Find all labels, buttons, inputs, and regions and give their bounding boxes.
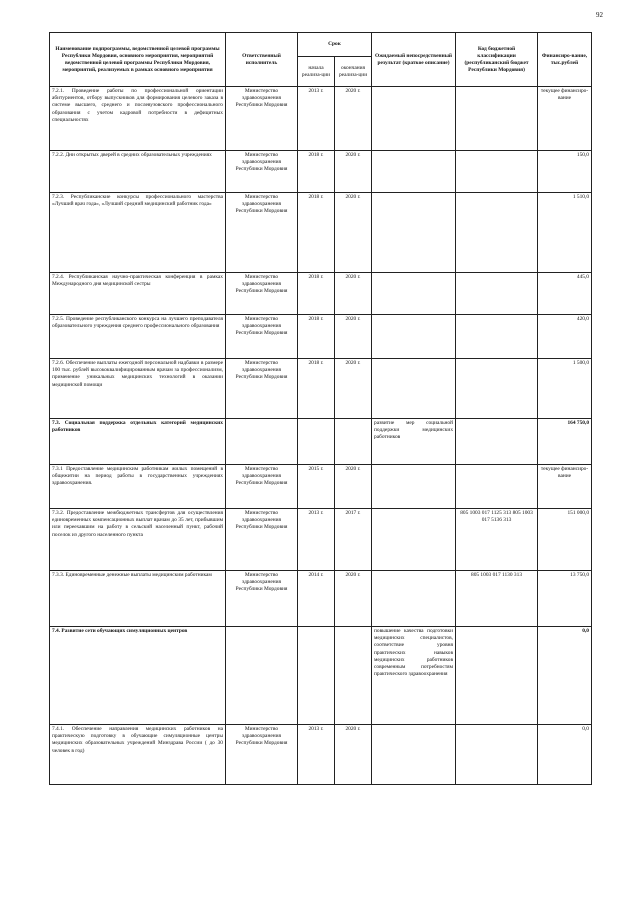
budget-code bbox=[456, 151, 538, 193]
term-start: 2018 г. bbox=[298, 151, 335, 193]
financing-amount: текущее финансиро-вание bbox=[538, 465, 592, 509]
expected-result bbox=[372, 151, 456, 193]
responsible-executor: Министерство здравоохранения Республики Мордовия bbox=[226, 359, 298, 419]
table-row bbox=[50, 465, 592, 509]
term-end bbox=[335, 419, 372, 465]
table-row bbox=[50, 725, 592, 785]
table-row bbox=[50, 87, 592, 151]
expected-result bbox=[372, 359, 456, 419]
budget-code bbox=[456, 87, 538, 151]
expected-result bbox=[372, 315, 456, 359]
responsible-executor: Министерство здравоохранения Республики Мордовия bbox=[226, 87, 298, 151]
table-row bbox=[50, 315, 592, 359]
table-row bbox=[50, 193, 592, 273]
budget-code bbox=[456, 273, 538, 315]
term-end: 2020 г. bbox=[335, 151, 372, 193]
activity-name: 7.3.1 Предоставление медицинским работникам жилых помещений в общежитии на период работы в государственных учреждениях здравоохранения. bbox=[50, 465, 226, 509]
table-row bbox=[50, 509, 592, 571]
activity-name: 7.2.5. Проведение республиканского конкурса на лучшего преподавателя образовательного учреждения среднего профессионального образования bbox=[50, 315, 226, 359]
table-row bbox=[50, 151, 592, 193]
term-end bbox=[335, 627, 372, 725]
term-start: 2018 г. bbox=[298, 273, 335, 315]
activity-name: 7.2.2. Дни открытых дверей в средних образовательных учреждениях bbox=[50, 151, 226, 193]
term-start: 2018 г. bbox=[298, 359, 335, 419]
financing-amount: 1 500,0 bbox=[538, 359, 592, 419]
financing-amount: 445,0 bbox=[538, 273, 592, 315]
term-end: 2020 г. bbox=[335, 571, 372, 627]
financing-amount: 151 000,0 bbox=[538, 509, 592, 571]
expected-result: повышение качества подготовки медицинских специалистов, соответствие уровня практических навыков медицинских работников современным потребностям практического здравоохранения bbox=[372, 627, 456, 725]
activity-name: 7.4. Развитие сети обучающих симуляционных центров bbox=[50, 627, 226, 725]
expected-result bbox=[372, 725, 456, 785]
term-end: 2020 г. bbox=[335, 87, 372, 151]
header-name: Наименование подпрограммы, ведомственной целевой программы Республики Мордовия, основного мероприятия, мероприятий ведомственной целевой программы Республики Мордовия, мероприятий, реализуемых в рамках основного мероприятия bbox=[50, 33, 226, 87]
term-end: 2020 г. bbox=[335, 193, 372, 273]
term-start: 2015 г. bbox=[298, 465, 335, 509]
financing-amount: 0,0 bbox=[538, 725, 592, 785]
responsible-executor: Министерство здравоохранения Республики Мордовия bbox=[226, 725, 298, 785]
section-row bbox=[50, 627, 592, 725]
expected-result bbox=[372, 87, 456, 151]
activity-name: 7.2.6. Обеспечение выплаты ежегодной персональной надбавки в размере 100 тыс. рублей высококвалифицированным врачам за профессионализм, применение уникальных медицинских технологий в оказании медицинской помощи bbox=[50, 359, 226, 419]
term-start: 2018 г. bbox=[298, 315, 335, 359]
budget-code bbox=[456, 359, 538, 419]
term-end: 2020 г. bbox=[335, 465, 372, 509]
responsible-executor: Министерство здравоохранения Республики Мордовия bbox=[226, 465, 298, 509]
table-row bbox=[50, 273, 592, 315]
financing-amount: 1 510,0 bbox=[538, 193, 592, 273]
activity-name: 7.2.4. Республиканская научно-практическая конференция в рамках Международного дня медицинской сестры bbox=[50, 273, 226, 315]
term-start: 2013 г. bbox=[298, 509, 335, 571]
table-row bbox=[50, 571, 592, 627]
financing-amount: текущее финансиро-вание bbox=[538, 87, 592, 151]
budget-code: 805 1003 017 1125 313 805 1003 017 5136 313 bbox=[456, 509, 538, 571]
responsible-executor: Министерство здравоохранения Республики Мордовия bbox=[226, 315, 298, 359]
responsible-executor: Министерство здравоохранения Республики Мордовия bbox=[226, 571, 298, 627]
header-code: Код бюджетной классификации (республиканский бюджет Республики Мордовия) bbox=[456, 33, 538, 87]
term-start bbox=[298, 419, 335, 465]
term-start: 2014 г. bbox=[298, 571, 335, 627]
expected-result bbox=[372, 193, 456, 273]
expected-result: развитие мер социальной поддержки медицинских работников bbox=[372, 419, 456, 465]
activity-name: 7.3.3. Единовременные денежные выплаты медицинским работникам bbox=[50, 571, 226, 627]
table-row bbox=[50, 359, 592, 419]
responsible-executor bbox=[226, 627, 298, 725]
term-end: 2020 г. bbox=[335, 359, 372, 419]
activity-name: 7.4.1. Обеспечение направления медицинских работников на практическую подготовку в обучающие симуляционные центры медицинских образовательных учреждений Минздрава России ( до 30 человек в год) bbox=[50, 725, 226, 785]
budget-code bbox=[456, 627, 538, 725]
budget-code bbox=[456, 465, 538, 509]
expected-result bbox=[372, 571, 456, 627]
budget-code bbox=[456, 315, 538, 359]
section-row bbox=[50, 419, 592, 465]
activity-name: 7.3.2. Предоставление межбюджетных трансфертов для осуществления единовременных компенсационных выплат врачам до 35 лет, прибывшим или переехавшим на работу в сельский населенный пункт, рабочий поселок из другого населенного пункта bbox=[50, 509, 226, 571]
term-start: 2013 г. bbox=[298, 725, 335, 785]
activity-name: 7.2.3. Республиканские конкурсы профессионального мастерства «Лучший врач года», «Лучший средний медицинский работник года» bbox=[50, 193, 226, 273]
financing-amount: 150,0 bbox=[538, 151, 592, 193]
financing-amount: 420,0 bbox=[538, 315, 592, 359]
header-finance: Финансиро-вание, тыс.рублей bbox=[538, 33, 592, 87]
term-end: 2020 г. bbox=[335, 725, 372, 785]
header-term-end: окончания реализа-ции bbox=[335, 57, 372, 87]
responsible-executor: Министерство здравоохранения Республики Мордовия bbox=[226, 509, 298, 571]
financing-amount: 164 750,0 bbox=[538, 419, 592, 465]
financing-amount: 13 750,0 bbox=[538, 571, 592, 627]
budget-code bbox=[456, 419, 538, 465]
program-activities-table bbox=[49, 32, 592, 785]
expected-result bbox=[372, 509, 456, 571]
expected-result bbox=[372, 465, 456, 509]
header-result: Ожидаемый непосредственный результат (краткое описание) bbox=[372, 33, 456, 87]
header-term-start: начала реализа-ции bbox=[298, 57, 335, 87]
responsible-executor: Министерство здравоохранения Республики Мордовия bbox=[226, 273, 298, 315]
financing-amount: 0,0 bbox=[538, 627, 592, 725]
header-term: Срок bbox=[298, 33, 372, 57]
header-responsible: Ответственный исполнитель bbox=[226, 33, 298, 87]
activity-name: 7.2.1. Проведение работы по профессиональной ориентации абитуриентов, отбору выпускников для формирования целевого заказа в системе высшего, среднего и послевузовского профессионального образования с учетом кадровой потребности в дефицитных специальностях bbox=[50, 87, 226, 151]
page-number: 92 bbox=[596, 11, 603, 19]
budget-code bbox=[456, 725, 538, 785]
term-start: 2018 г. bbox=[298, 193, 335, 273]
responsible-executor: Министерство здравоохранения Республики Мордовия bbox=[226, 151, 298, 193]
term-start: 2013 г. bbox=[298, 87, 335, 151]
responsible-executor: Министерство здравоохранения Республики Мордовия bbox=[226, 193, 298, 273]
term-end: 2020 г. bbox=[335, 273, 372, 315]
expected-result bbox=[372, 273, 456, 315]
term-end: 2017 г. bbox=[335, 509, 372, 571]
activity-name: 7.3. Социальная поддержка отдельных категорий медицинских работников bbox=[50, 419, 226, 465]
term-start bbox=[298, 627, 335, 725]
term-end: 2020 г. bbox=[335, 315, 372, 359]
budget-code: 805 1003 017 1130 313 bbox=[456, 571, 538, 627]
responsible-executor bbox=[226, 419, 298, 465]
budget-code bbox=[456, 193, 538, 273]
